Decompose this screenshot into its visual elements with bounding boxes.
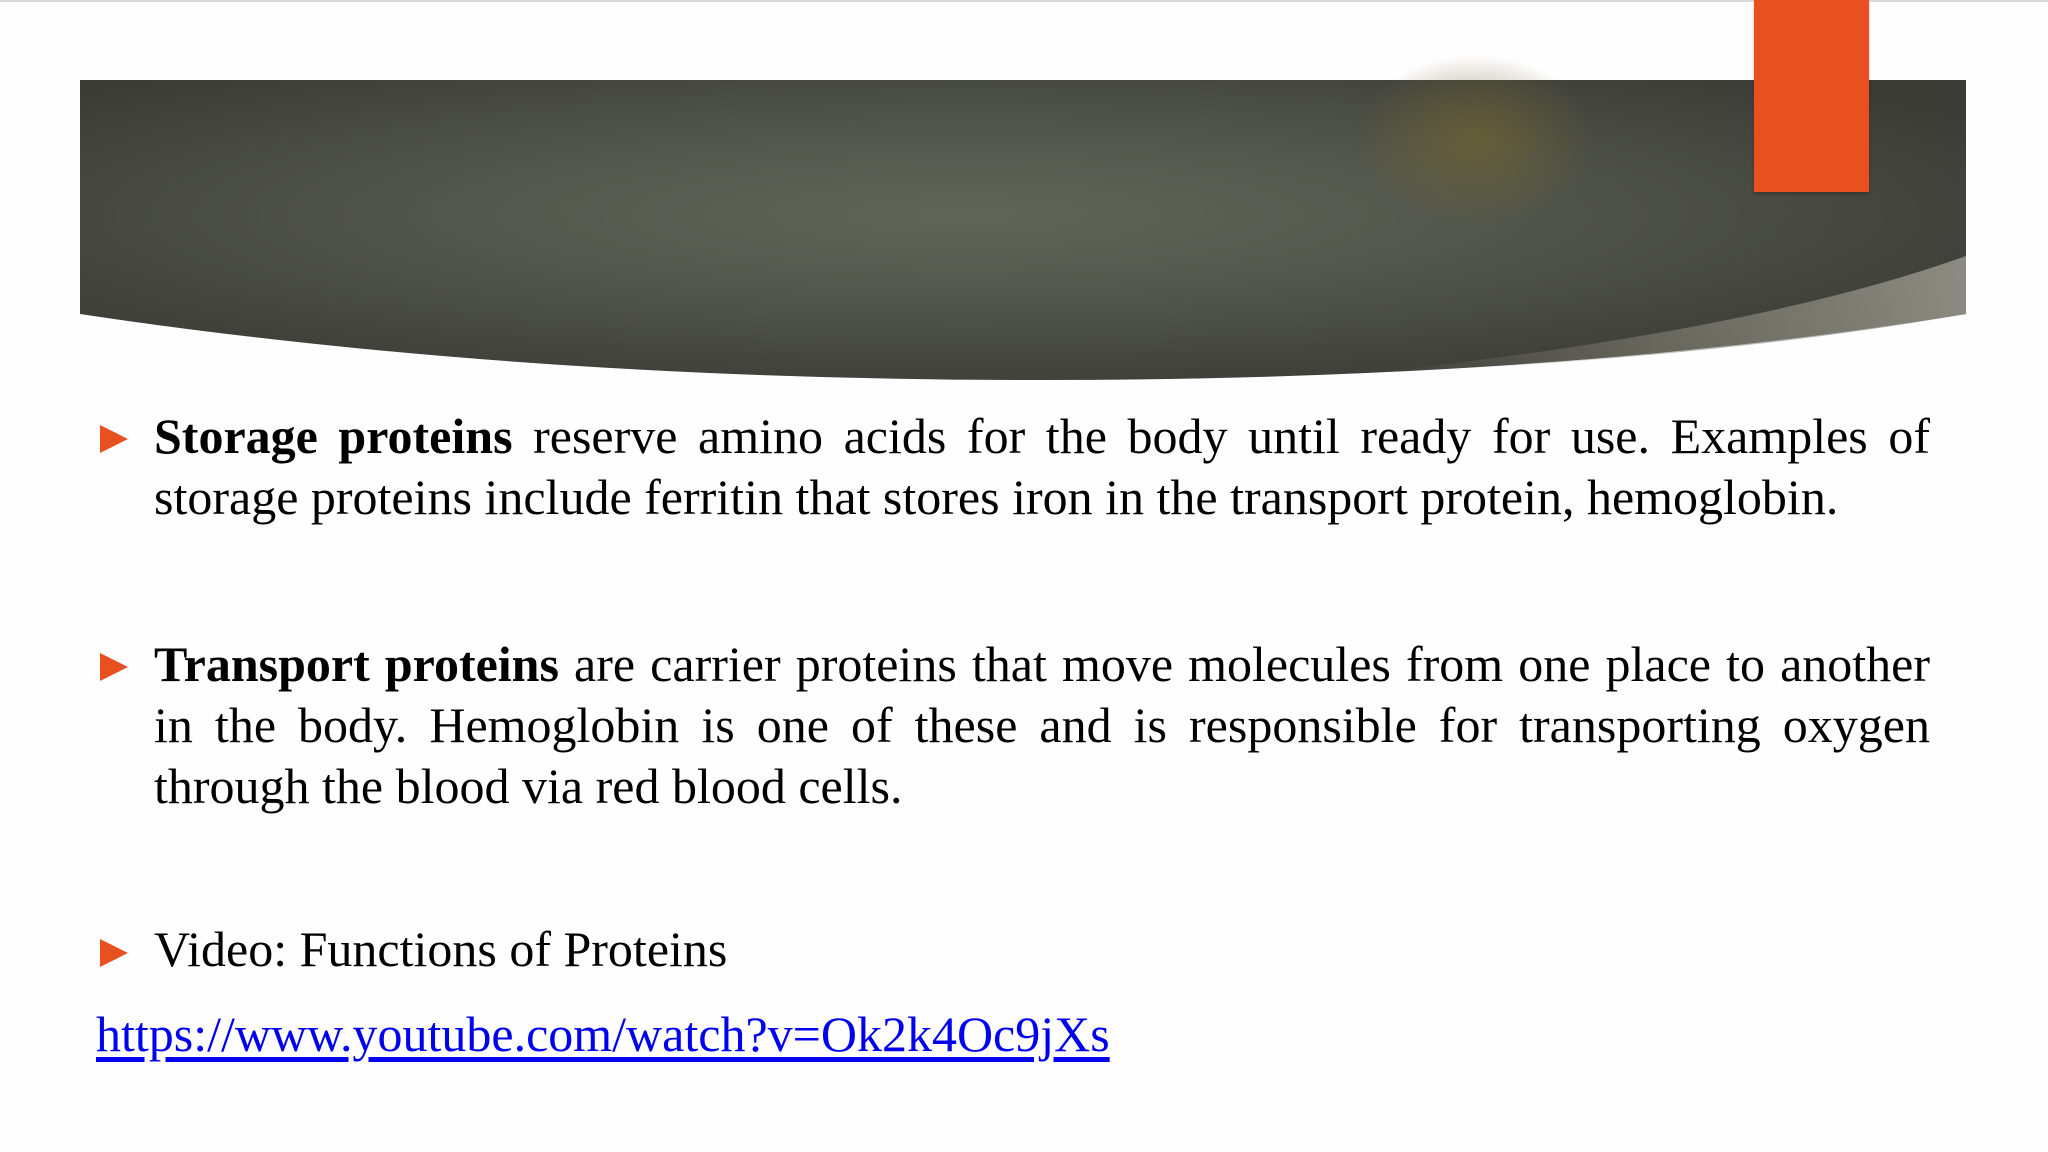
bullet-term: Storage proteins [154,408,513,464]
accent-tab [1754,0,1869,192]
bullet-text: Video: Functions of Proteins [154,921,728,977]
triangle-bullet-icon [100,425,128,453]
triangle-bullet-icon [100,939,128,967]
bullet-text: are carrier proteins that move molecules from one place to another in the body. Hemoglobin is one of these and is responsible for transporting oxygen through the blood via red blood cells. [154,636,1931,814]
triangle-bullet-icon [100,653,128,681]
title-banner [0,0,2048,400]
bullet-video [154,919,1930,980]
bullet-text: reserve amino acids for the body until ready for use. Examples of storage proteins include ferritin that stores iron in the transport protein, hemoglobin. [154,408,1930,525]
video-link[interactable]: https://www.youtube.com/watch?v=Ok2k4Oc9jXs [96,1006,1110,1062]
bullet-term: Transport proteins [154,636,559,692]
bullet-storage-proteins [154,406,1930,528]
bullet-transport-proteins [154,634,1930,817]
banner-glow [1355,55,1595,225]
